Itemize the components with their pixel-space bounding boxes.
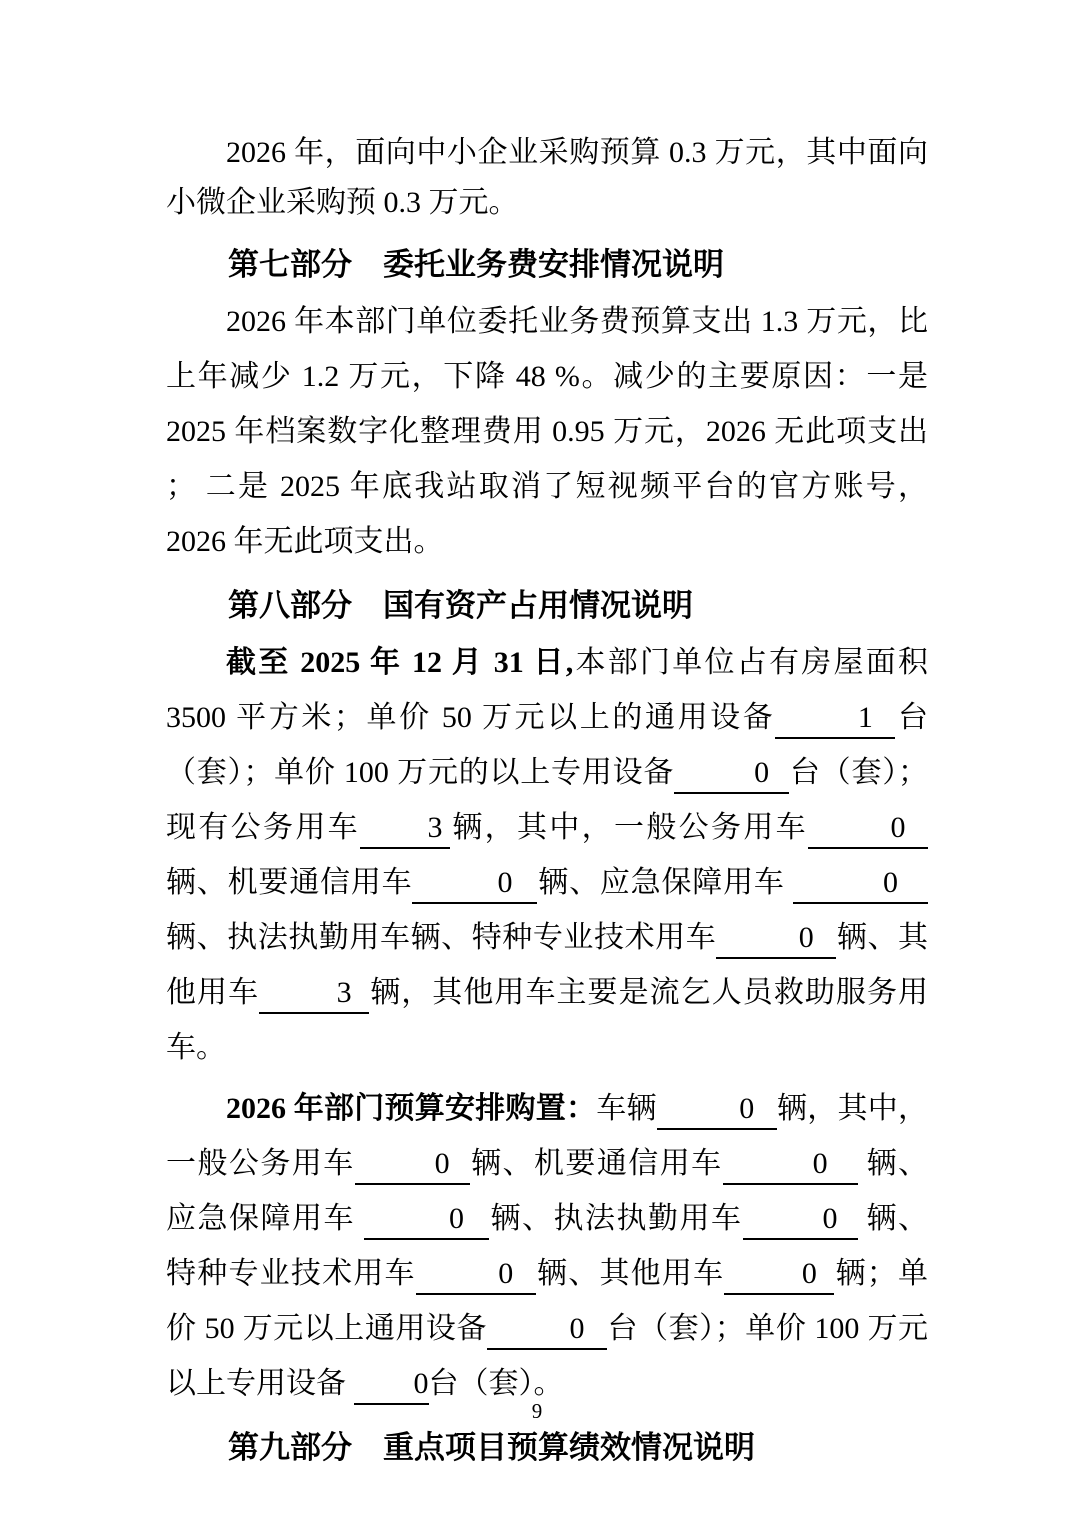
text-run: 辆、应急保障用车	[166, 1147, 929, 1235]
blank-field: 0	[793, 864, 928, 904]
text-run: 2026 年本部门单位委托业务费预算支出 1.3 万元，比上年减少 1.2 万元，下降 48 %。减少的主要原因：一是 2025 年档案数字化整理费用 0.95 万元，2026 无此项支出 ； 二是 2025 年底我站取消了短视频平台的官方账号，2026 年无此项支出。	[166, 305, 928, 558]
blank-field: 0	[487, 1310, 607, 1350]
text-run: 辆、特种专业技术用车	[166, 1202, 928, 1290]
para-sme-procurement	[166, 128, 928, 228]
blank-field: 0	[354, 1365, 429, 1405]
bold-text-run: 第九部分 重点项目预算绩效情况说明	[228, 1430, 755, 1465]
text-run: 2026 年，面向中小企业采购预算 0.3 万元，其中面向小微企业采购预 0.3 万元。	[166, 136, 928, 219]
text-run: 辆、机要通信用车	[166, 866, 413, 899]
text-run: 辆、机要通信用车	[469, 1147, 723, 1180]
text-run: 辆、执法执勤用车	[489, 1202, 743, 1235]
blank-field: 0	[657, 1090, 777, 1130]
text-run: 台（套）；单价 100 万元以上专用设备	[166, 1312, 928, 1400]
text-run: 辆，其中，一般公务用车	[450, 811, 808, 844]
text-run: 台（套）；现有公务用车	[166, 756, 929, 844]
text-run: 台（套）；单价 100 万元的以上专用设备	[166, 701, 929, 789]
bold-text-run: 第八部分 国有资产占用情况说明	[228, 588, 693, 623]
blank-field: 0	[716, 919, 836, 959]
blank-field: 3	[360, 809, 450, 849]
blank-field: 0	[724, 1255, 834, 1295]
blank-field: 0	[743, 1200, 858, 1240]
bold-text-run: 截至 2025 年 12 月 31 日,	[226, 646, 574, 679]
blank-field: 0	[723, 1145, 858, 1185]
para-2026-procurement-plan	[166, 1081, 928, 1411]
page-number: 9	[531, 1399, 543, 1423]
text-run: 辆、应急保障用车	[537, 866, 794, 899]
para-state-assets	[166, 635, 928, 1075]
text-run: 辆、其他用车	[166, 921, 929, 1009]
text-run: 车辆	[596, 1092, 657, 1125]
blank-field: 0	[416, 1255, 536, 1295]
bold-text-run: 第七部分 委托业务费安排情况说明	[228, 247, 724, 282]
text-run: 辆，其他用车主要是流乞人员救助服务用车。	[166, 976, 929, 1064]
heading-part8	[166, 583, 928, 629]
document-content	[166, 128, 928, 1471]
text-run: 辆、其他用车	[535, 1257, 725, 1290]
bold-text-run: 2026 年部门预算安排购置：	[226, 1092, 597, 1125]
text-run: 辆，其中，一般公务用车	[166, 1092, 928, 1180]
heading-part9	[166, 1425, 928, 1471]
blank-field: 3	[259, 974, 369, 1014]
blank-field: 0	[412, 864, 537, 904]
text-run: 本部门单位占有房屋面积 3500 平方米；单价 50 万元以上的通用设备	[166, 646, 928, 734]
blank-field: 0	[355, 1145, 470, 1185]
para-entrusted-services	[166, 294, 928, 569]
heading-part7	[166, 242, 928, 288]
text-run: 辆；单价 50 万元以上通用设备	[166, 1257, 929, 1345]
blank-field: 1	[775, 699, 895, 739]
text-run: 台（套）。	[428, 1367, 564, 1400]
text-run: 辆、执法执勤用车辆、特种专业技术用车	[166, 921, 717, 954]
blank-field: 0	[808, 809, 928, 849]
blank-field: 0	[364, 1200, 489, 1240]
blank-field: 0	[674, 754, 789, 794]
